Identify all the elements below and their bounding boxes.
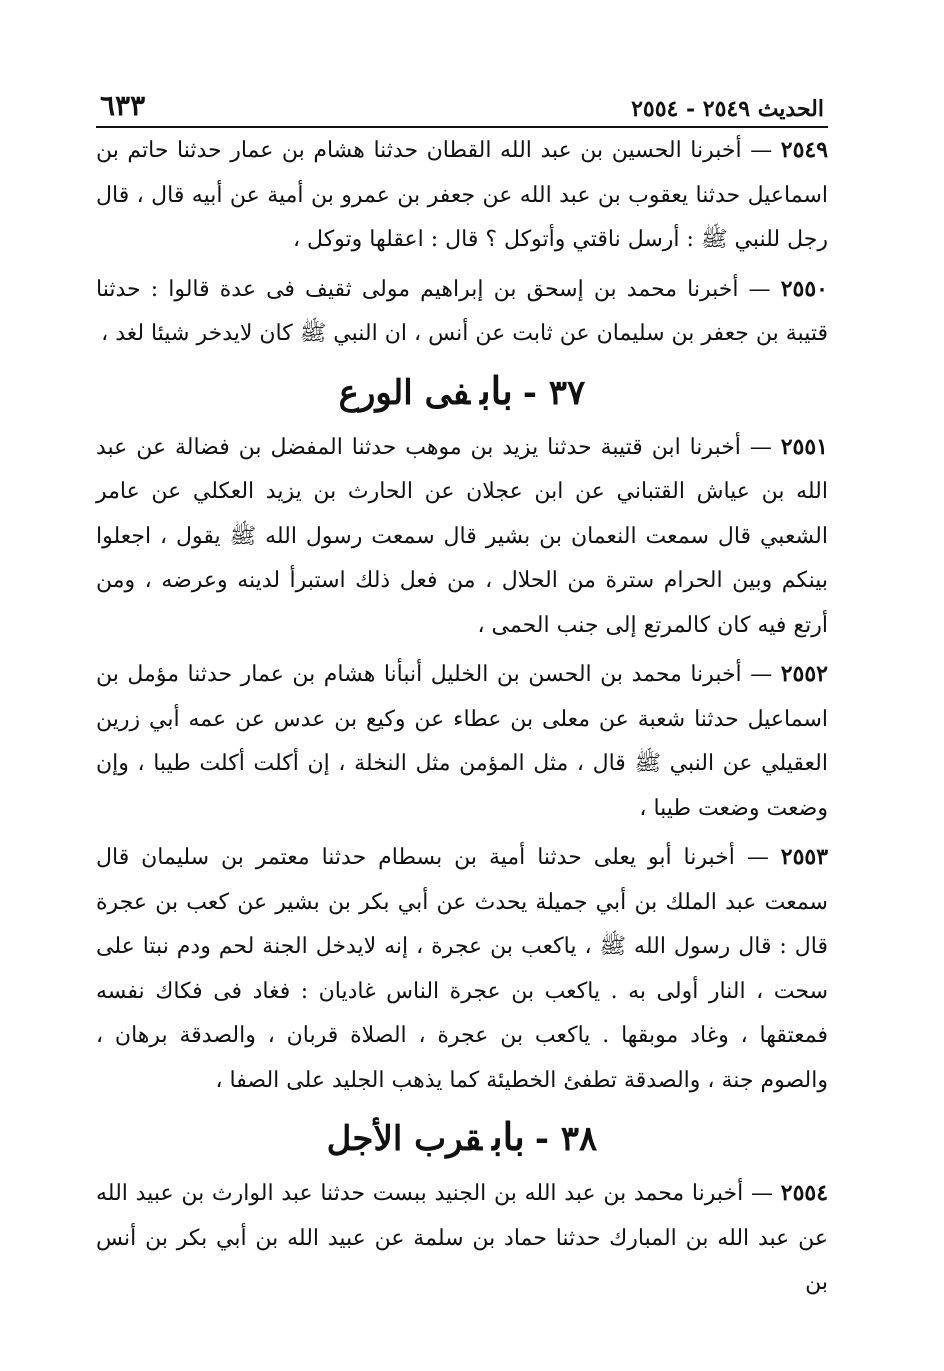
page-header — [96, 78, 828, 128]
hadith-number: ٢٥٥١ — [780, 433, 828, 460]
hadith-text: أخبرنا الحسين بن عبد الله القطان حدثنا هشام بن عمار حدثنا حاتم بن اسماعيل حدثنا يعقوب بن عبد الله عن جعفر بن عمرو بن أمية عن أبيه قال ، قال رجل للنبي ﷺ : أرسل ناقتي وأتوكل ؟ قال : اعقلها وتوكل ، — [96, 138, 828, 252]
hadith-text: أخبرنا محمد بن إسحق بن إبراهيم مولى ثقيف فى عدة قالوا : حدثنا قتيبة بن جعفر بن سليمان عن ثابت عن أنس ، ان النبي ﷺ كان لايدخر شيئا لغد ، — [96, 276, 828, 346]
chapter-number: ٣٨ - — [534, 1119, 598, 1159]
dash-separator: — — [751, 1181, 773, 1206]
hadith-number: ٢٥٥٢ — [780, 661, 828, 687]
chapter-bab: باب — [492, 1114, 525, 1159]
hadith-range: الحديث ٢٥٤٩ - ٢٥٥٤ — [631, 96, 824, 122]
chapter-title: قرب الأجل — [326, 1119, 483, 1159]
dash-separator: — — [750, 138, 773, 163]
hadith-entry — [96, 1171, 828, 1306]
hadith-entry — [96, 652, 828, 831]
dash-separator: — — [750, 662, 773, 687]
hadith-entry — [96, 425, 828, 649]
chapter-bab: باب — [480, 367, 513, 413]
hadith-entry — [96, 267, 828, 357]
chapter-heading — [96, 361, 828, 423]
chapter-title: فى الورع — [338, 372, 471, 413]
hadith-number: ٢٥٥٤ — [780, 1180, 829, 1206]
hadith-entry — [96, 128, 828, 263]
book-page — [96, 78, 828, 1306]
dash-separator: — — [749, 434, 772, 460]
hadith-text: أخبرنا ابن قتيبة حدثنا يزيد بن موهب حدثنا المفضل بن فضالة عن عبد الله بن عياش القتباني عن ابن عجلان عن الحارث بن يزيد العكلي عن عامر الشعبي قال سمعت النعمان بن بشير قال سمعت رسول الله ﷺ يقول ، اجعلوا بينكم وبين الحرام سترة من الحلال ، من فعل ذلك استبرأ لدينه وعرضه ، ومن أرتع فيه كان كالمرتع إلى جنب الحمى ، — [96, 434, 828, 638]
dash-separator: — — [748, 276, 771, 302]
hadith-text: أخبرنا أبو يعلى حدثنا أمية بن بسطام حدثنا معتمر بن سليمان قال سمعت عبد الملك بن أبي جميلة يحدث عن أبي بكر بن بشير عن كعب بن عجرة قال : قال رسول الله ﷺ ، ياكعب بن عجرة ، إنه لايدخل الجنة لحم ودم نبتا على سحت ، النار أولى به . ياكعب بن عجرة الناس غاديان : فغاد فى فكاك نفسه فمعتقها ، وغاد موبقها . ياكعب بن عجرة ، الصلاة قربان ، والصدقة برهان ، والصوم جنة ، والصدقة تطفئ الخطيئة كما يذهب الجليد على الصفا ، — [96, 845, 828, 1093]
hadith-text: أخبرنا محمد بن عبد الله بن الجنيد ببست حدثنا عبد الوارث بن عبيد الله عن عبد الله بن المبارك حدثنا حماد بن سلمة عن عبيد الله بن أبي بكر بن أنس بن — [96, 1181, 828, 1295]
chapter-number: ٣٧ - — [522, 372, 586, 413]
dash-separator: — — [746, 845, 769, 870]
chapter-heading — [96, 1107, 828, 1169]
hadith-entry — [96, 835, 828, 1103]
hadith-text: أخبرنا محمد بن الحسن بن الخليل أنبأنا هشام بن عمار حدثنا مؤمل بن اسماعيل حدثنا شعبة عن معلى بن عطاء عن وكيع بن عدس عن عمه أبي زرين العقيلي عن النبي ﷺ قال ، مثل المؤمن مثل النخلة ، إن أكلت أكلت طيبا ، وإن وضعت وضعت طيبا ، — [96, 662, 828, 821]
hadith-number: ٢٥٥٣ — [780, 844, 829, 870]
page-number: ٦٣٣ — [100, 89, 146, 122]
hadith-number: ٢٥٥٠ — [780, 275, 828, 302]
hadith-number: ٢٥٤٩ — [780, 137, 829, 163]
